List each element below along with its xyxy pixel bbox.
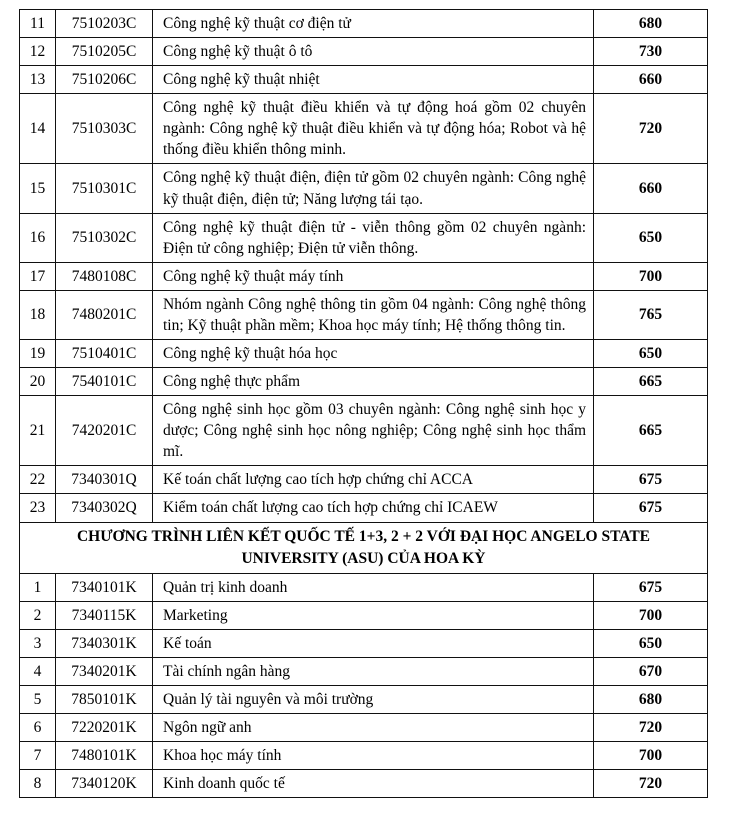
major-code-cell: 7480108C (56, 262, 153, 290)
row-number-cell: 7 (20, 742, 56, 770)
row-number-cell: 6 (20, 713, 56, 741)
row-number-cell: 19 (20, 340, 56, 368)
major-name-cell: Kế toán chất lượng cao tích hợp chứng chỉ ACCA (153, 466, 594, 494)
row-number-cell: 15 (20, 164, 56, 213)
score-cell: 720 (594, 770, 708, 798)
table-row (20, 657, 708, 685)
score-cell: 700 (594, 262, 708, 290)
score-cell: 680 (594, 10, 708, 38)
major-name-cell: Công nghệ kỹ thuật điều khiển và tự động hoá gồm 02 chuyên ngành: Công nghệ kỹ thuật điều khiển và tự động hóa; Robot và hệ thống điều khiển thông minh. (153, 94, 594, 164)
major-name-cell: Kiểm toán chất lượng cao tích hợp chứng chỉ ICAEW (153, 494, 594, 522)
table-row (20, 368, 708, 396)
table-row (20, 742, 708, 770)
score-cell: 700 (594, 601, 708, 629)
major-code-cell: 7510203C (56, 10, 153, 38)
score-cell: 665 (594, 368, 708, 396)
table-row (20, 685, 708, 713)
table-row (20, 629, 708, 657)
major-code-cell: 7340101K (56, 573, 153, 601)
row-number-cell: 17 (20, 262, 56, 290)
row-number-cell: 5 (20, 685, 56, 713)
major-code-cell: 7340120K (56, 770, 153, 798)
row-number-cell: 2 (20, 601, 56, 629)
major-code-cell: 7340302Q (56, 494, 153, 522)
row-number-cell: 4 (20, 657, 56, 685)
major-name-cell: Công nghệ kỹ thuật điện tử - viễn thông gồm 02 chuyên ngành: Điện tử công nghiệp; Điện tử viễn thông. (153, 213, 594, 262)
row-number-cell: 11 (20, 10, 56, 38)
table-row (20, 38, 708, 66)
major-code-cell: 7510302C (56, 213, 153, 262)
table-row (20, 94, 708, 164)
major-code-cell: 7510303C (56, 94, 153, 164)
score-cell: 660 (594, 66, 708, 94)
major-name-cell: Khoa học máy tính (153, 742, 594, 770)
row-number-cell: 18 (20, 290, 56, 339)
table-row (20, 770, 708, 798)
table-row (20, 262, 708, 290)
score-cell: 660 (594, 164, 708, 213)
major-name-cell: Nhóm ngành Công nghệ thông tin gồm 04 ngành: Công nghệ thông tin; Kỹ thuật phần mềm; Khoa học máy tính; Hệ thống thông tin. (153, 290, 594, 339)
row-number-cell: 12 (20, 38, 56, 66)
table-row (20, 713, 708, 741)
table-row (20, 290, 708, 339)
score-cell: 675 (594, 494, 708, 522)
major-code-cell: 7340115K (56, 601, 153, 629)
table-row (20, 213, 708, 262)
major-code-cell: 7510206C (56, 66, 153, 94)
major-name-cell: Kế toán (153, 629, 594, 657)
admission-scores-table-wrapper (19, 9, 707, 798)
major-code-cell: 7480201C (56, 290, 153, 339)
score-cell: 700 (594, 742, 708, 770)
major-name-cell: Công nghệ kỹ thuật nhiệt (153, 66, 594, 94)
major-code-cell: 7510401C (56, 340, 153, 368)
major-code-cell: 7340301Q (56, 466, 153, 494)
table-row (20, 164, 708, 213)
section-header: CHƯƠNG TRÌNH LIÊN KẾT QUỐC TẾ 1+3, 2 + 2 VỚI ĐẠI HỌC ANGELO STATE UNIVERSITY (ASU) CỦA HOA KỲ (20, 522, 708, 573)
row-number-cell: 16 (20, 213, 56, 262)
major-code-cell: 7340301K (56, 629, 153, 657)
table-row (20, 573, 708, 601)
score-cell: 650 (594, 213, 708, 262)
major-code-cell: 7340201K (56, 657, 153, 685)
major-name-cell: Công nghệ sinh học gồm 03 chuyên ngành: Công nghệ sinh học y dược; Công nghệ sinh học nông nghiệp; Công nghệ sinh học thẩm mĩ. (153, 396, 594, 466)
admission-scores-table (19, 9, 708, 798)
table-row (20, 10, 708, 38)
major-name-cell: Công nghệ kỹ thuật máy tính (153, 262, 594, 290)
table-row (20, 601, 708, 629)
major-name-cell: Công nghệ thực phẩm (153, 368, 594, 396)
row-number-cell: 23 (20, 494, 56, 522)
table-row (20, 466, 708, 494)
major-code-cell: 7510205C (56, 38, 153, 66)
row-number-cell: 21 (20, 396, 56, 466)
major-name-cell: Tài chính ngân hàng (153, 657, 594, 685)
major-code-cell: 7850101K (56, 685, 153, 713)
major-name-cell: Công nghệ kỹ thuật cơ điện tử (153, 10, 594, 38)
row-number-cell: 20 (20, 368, 56, 396)
row-number-cell: 14 (20, 94, 56, 164)
score-cell: 720 (594, 94, 708, 164)
table-row (20, 66, 708, 94)
major-code-cell: 7540101C (56, 368, 153, 396)
table-row (20, 396, 708, 466)
row-number-cell: 22 (20, 466, 56, 494)
major-name-cell: Quản lý tài nguyên và môi trường (153, 685, 594, 713)
major-code-cell: 7510301C (56, 164, 153, 213)
score-cell: 670 (594, 657, 708, 685)
major-code-cell: 7220201K (56, 713, 153, 741)
major-name-cell: Marketing (153, 601, 594, 629)
score-cell: 675 (594, 573, 708, 601)
score-cell: 680 (594, 685, 708, 713)
major-name-cell: Kinh doanh quốc tế (153, 770, 594, 798)
major-name-cell: Công nghệ kỹ thuật hóa học (153, 340, 594, 368)
table-row (20, 340, 708, 368)
score-cell: 650 (594, 629, 708, 657)
score-cell: 730 (594, 38, 708, 66)
major-name-cell: Công nghệ kỹ thuật ô tô (153, 38, 594, 66)
major-name-cell: Công nghệ kỹ thuật điện, điện tử gồm 02 chuyên ngành: Công nghệ kỹ thuật điện, điện tử; Năng lượng tái tạo. (153, 164, 594, 213)
score-table-body (20, 10, 708, 798)
table-row (20, 494, 708, 522)
major-code-cell: 7480101K (56, 742, 153, 770)
row-number-cell: 3 (20, 629, 56, 657)
row-number-cell: 8 (20, 770, 56, 798)
major-name-cell: Ngôn ngữ anh (153, 713, 594, 741)
major-name-cell: Quản trị kinh doanh (153, 573, 594, 601)
row-number-cell: 1 (20, 573, 56, 601)
score-cell: 675 (594, 466, 708, 494)
score-cell: 650 (594, 340, 708, 368)
score-cell: 665 (594, 396, 708, 466)
score-cell: 720 (594, 713, 708, 741)
section-header-row (20, 522, 708, 573)
major-code-cell: 7420201C (56, 396, 153, 466)
row-number-cell: 13 (20, 66, 56, 94)
score-cell: 765 (594, 290, 708, 339)
